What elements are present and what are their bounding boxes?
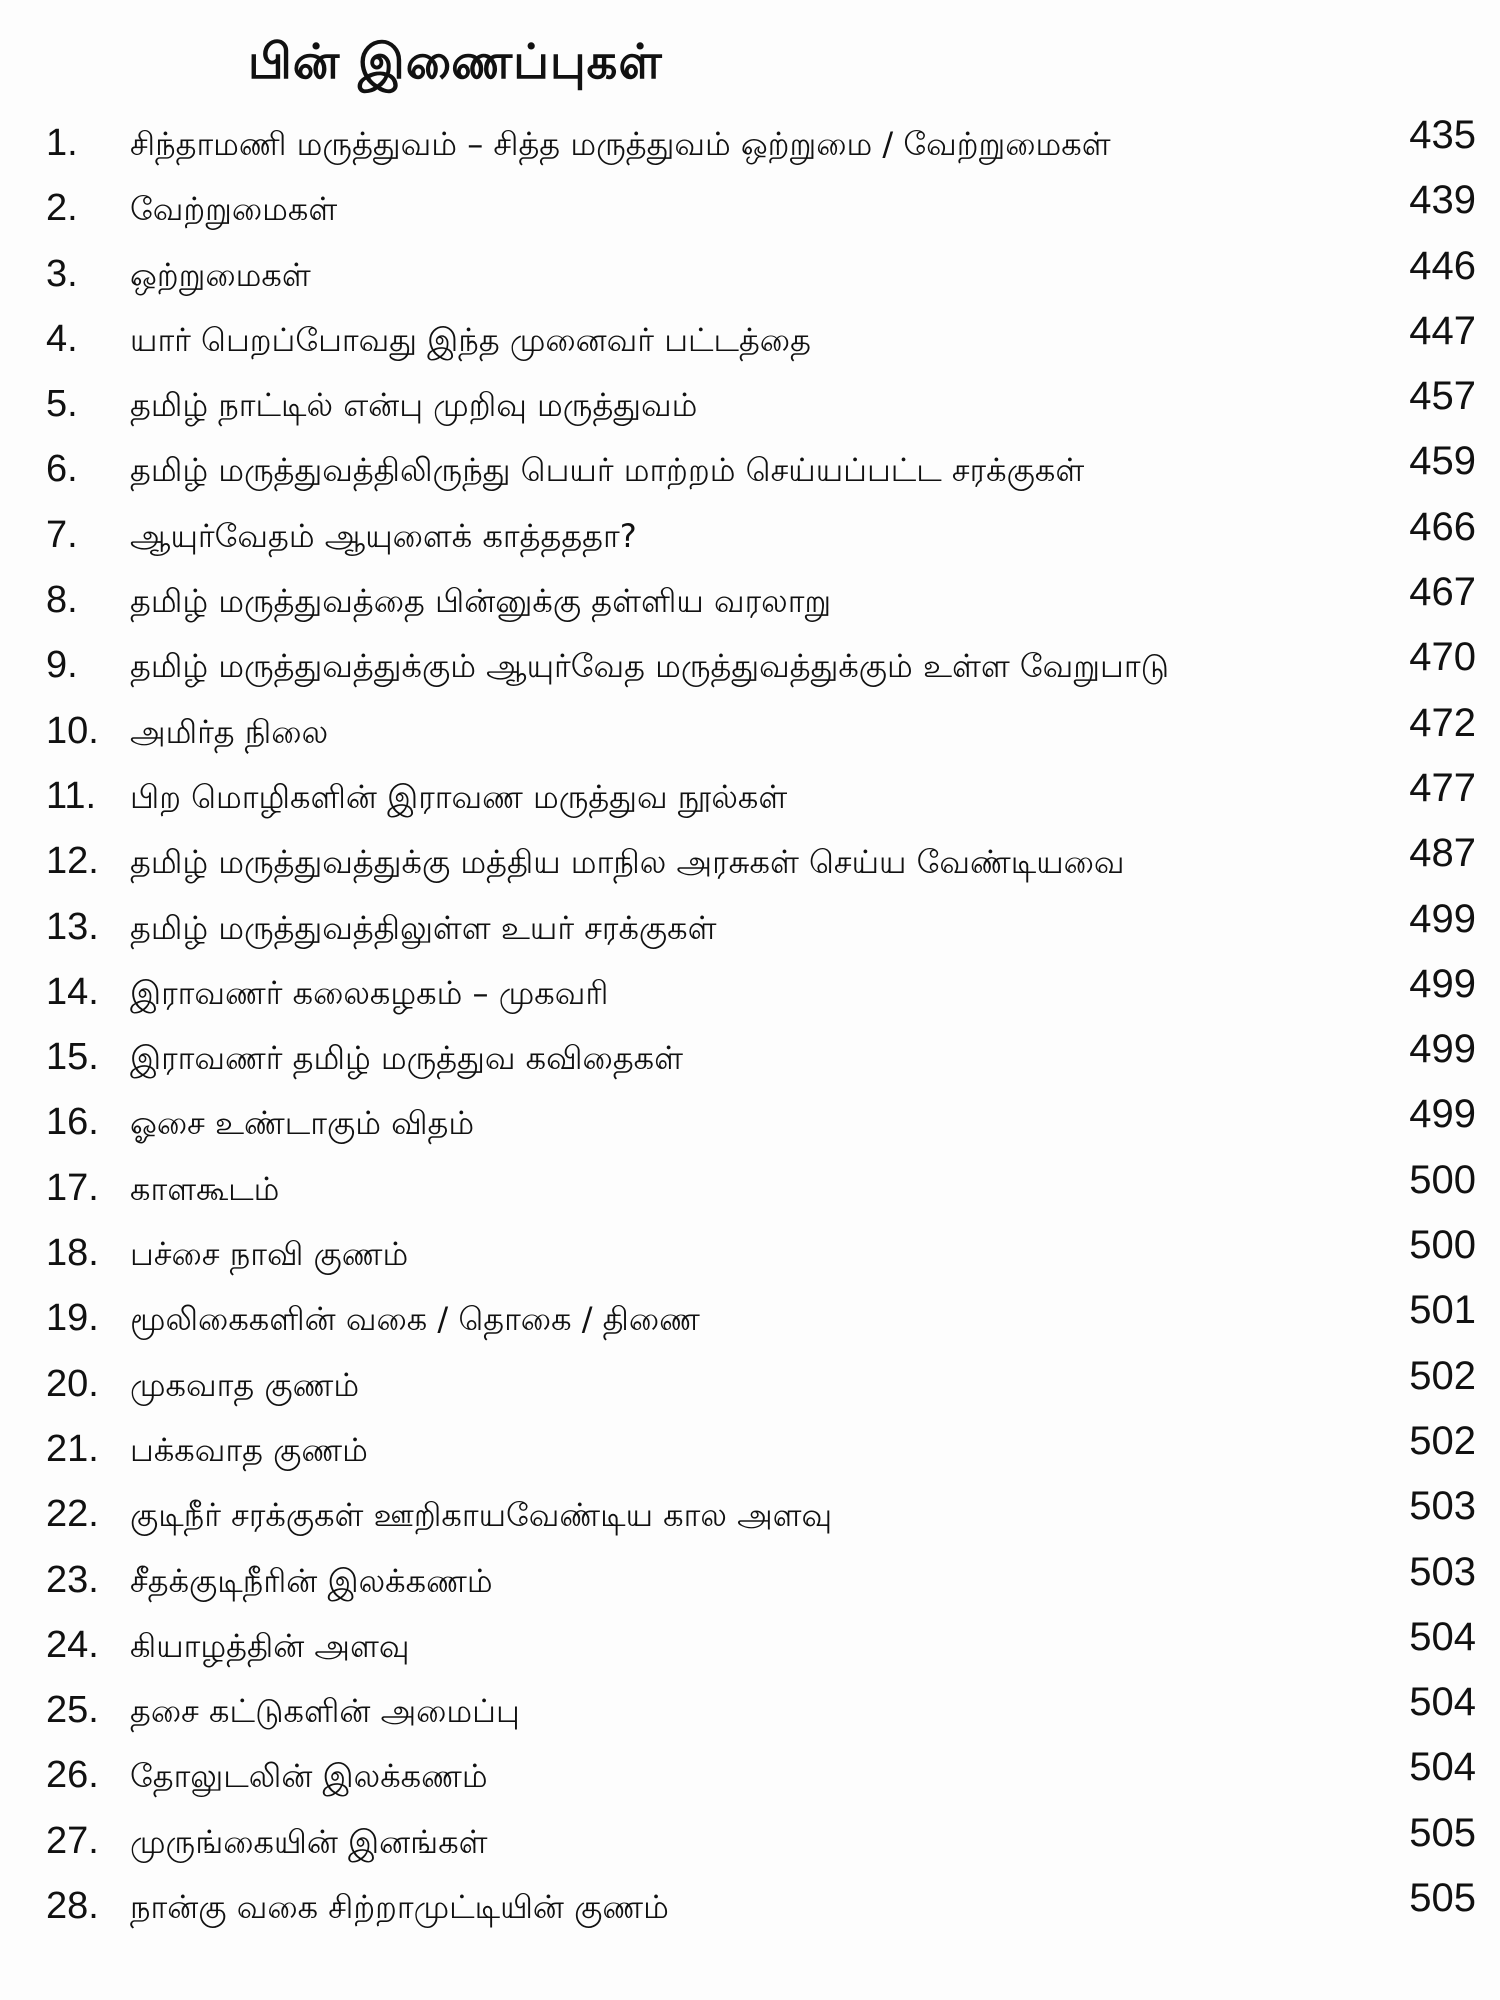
contents-entry — [46, 1026, 1476, 1091]
entry-title: இராவணர் தமிழ் மருத்துவ கவிதைகள் — [130, 1039, 684, 1078]
entry-number: 25. — [46, 1689, 99, 1732]
entry-page-number: 499 — [1409, 961, 1476, 1006]
entry-title: நான்கு வகை சிற்றாமுட்டியின் குணம் — [130, 1888, 669, 1927]
entry-page-number: 499 — [1409, 1092, 1476, 1137]
entry-title: அமிர்த நிலை — [130, 712, 329, 751]
entry-page-number: 477 — [1409, 765, 1476, 810]
contents-entry — [46, 1549, 1476, 1614]
entry-page-number: 500 — [1409, 1157, 1476, 1202]
entry-number: 15. — [46, 1036, 99, 1079]
entry-number: 6. — [46, 448, 78, 491]
entry-number: 11. — [46, 774, 97, 817]
entry-number: 4. — [46, 317, 78, 360]
entry-number: 8. — [46, 579, 78, 622]
entry-number: 1. — [46, 122, 78, 164]
entry-title: தமிழ் நாட்டில் என்பு முறிவு மருத்துவம் — [130, 386, 698, 425]
entry-number: 27. — [46, 1819, 99, 1862]
entry-title: குடிநீர் சரக்குகள் ஊறிகாயவேண்டிய கால அளவு — [130, 1496, 833, 1535]
entry-page-number: 487 — [1409, 831, 1476, 876]
entry-title: பச்சை நாவி குணம் — [130, 1235, 409, 1274]
entry-page-number: 466 — [1409, 504, 1476, 549]
entry-title: தமிழ் மருத்துவத்துக்கும் ஆயுர்வேத மருத்துவத்துக்கும் உள்ள வேறுபாடு — [130, 647, 1170, 686]
entry-number: 16. — [46, 1101, 99, 1144]
entry-page-number: 502 — [1409, 1418, 1476, 1463]
entry-page-number: 472 — [1409, 700, 1476, 745]
entry-number: 21. — [46, 1427, 99, 1470]
entry-number: 2. — [46, 187, 78, 230]
entry-number: 20. — [46, 1362, 99, 1405]
entry-title: தமிழ் மருத்துவத்திலிருந்து பெயர் மாற்றம் செய்யப்பட்ட சரக்குகள் — [130, 451, 1085, 490]
entry-title: வேற்றுமைகள் — [130, 190, 338, 229]
entry-page-number: 467 — [1409, 570, 1476, 615]
entry-title: முகவாத குணம் — [130, 1365, 360, 1404]
entry-page-number: 447 — [1409, 308, 1476, 353]
contents-entry — [46, 1157, 1476, 1222]
entry-page-number: 470 — [1409, 635, 1476, 680]
contents-entry — [46, 1679, 1476, 1744]
contents-entry — [46, 112, 1476, 177]
entry-number: 12. — [46, 840, 99, 883]
contents-entry — [46, 1810, 1476, 1875]
entry-number: 19. — [46, 1297, 99, 1340]
contents-entry — [46, 765, 1476, 830]
entry-title: தமிழ் மருத்துவத்துக்கு மத்திய மாநில அரசுகள் செய்ய வேண்டியவை — [130, 843, 1125, 882]
entry-number: 17. — [46, 1166, 99, 1209]
entry-page-number: 499 — [1409, 896, 1476, 941]
contents-entry — [46, 504, 1476, 569]
entry-title: கியாழத்தின் அளவு — [130, 1626, 410, 1665]
entry-number: 10. — [46, 709, 99, 752]
entry-number: 9. — [46, 644, 78, 687]
contents-entry — [46, 896, 1476, 961]
contents-entry — [46, 1614, 1476, 1679]
entry-page-number: 505 — [1409, 1876, 1476, 1921]
entry-page-number: 435 — [1409, 113, 1476, 157]
entry-title: ஒற்றுமைகள் — [130, 255, 311, 294]
entry-page-number: 457 — [1409, 374, 1476, 419]
entry-title: ஆயுர்வேதம் ஆயுளைக் காத்தததா? — [130, 516, 637, 555]
entry-title: இராவணர் கலைகழகம் – முகவரி — [130, 973, 609, 1012]
entry-title: ஓசை உண்டாகும் விதம் — [130, 1104, 475, 1143]
entry-number: 23. — [46, 1558, 99, 1601]
contents-entry — [46, 1875, 1476, 1940]
entry-page-number: 504 — [1409, 1680, 1476, 1725]
entry-title: சிந்தாமணி மருத்துவம் – சித்த மருத்துவம் ஒற்றுமை / வேற்றுமைகள் — [130, 125, 1111, 163]
entry-page-number: 503 — [1409, 1484, 1476, 1529]
entry-number: 22. — [46, 1493, 99, 1536]
contents-entry — [46, 961, 1476, 1026]
contents-entry — [46, 1287, 1476, 1352]
contents-entry — [46, 438, 1476, 503]
entry-page-number: 459 — [1409, 439, 1476, 484]
contents-entry — [46, 373, 1476, 438]
entry-title: பக்கவாத குணம் — [130, 1430, 368, 1469]
contents-entry — [46, 830, 1476, 895]
entry-page-number: 501 — [1409, 1288, 1476, 1333]
entry-page-number: 503 — [1409, 1549, 1476, 1594]
entry-title: தமிழ் மருத்துவத்திலுள்ள உயர் சரக்குகள் — [130, 908, 717, 947]
entry-page-number: 504 — [1409, 1745, 1476, 1790]
entry-number: 26. — [46, 1754, 99, 1797]
entry-number: 28. — [46, 1885, 99, 1928]
entry-number: 14. — [46, 970, 99, 1013]
entry-page-number: 505 — [1409, 1810, 1476, 1855]
entry-number: 13. — [46, 905, 99, 948]
entry-page-number: 499 — [1409, 1027, 1476, 1072]
page-title: பின் இணைப்புகள் — [248, 34, 663, 90]
contents-entry — [46, 1222, 1476, 1287]
entry-number: 5. — [46, 383, 78, 426]
entry-number: 7. — [46, 513, 78, 556]
contents-entry — [46, 1091, 1476, 1156]
entry-title: தோலுடலின் இலக்கணம் — [130, 1757, 488, 1796]
contents-list — [46, 112, 1476, 1940]
entry-page-number: 504 — [1409, 1614, 1476, 1659]
entry-number: 24. — [46, 1623, 99, 1666]
contents-entry — [46, 569, 1476, 634]
contents-entry — [46, 308, 1476, 373]
entry-page-number: 439 — [1409, 178, 1476, 223]
entry-title: பிற மொழிகளின் இராவண மருத்துவ நூல்கள் — [130, 777, 788, 816]
entry-title: தசை கட்டுகளின் அமைப்பு — [130, 1692, 520, 1731]
entry-title: காளகூடம் — [130, 1169, 280, 1208]
entry-page-number: 500 — [1409, 1223, 1476, 1268]
entry-page-number: 446 — [1409, 243, 1476, 288]
entry-title: தமிழ் மருத்துவத்தை பின்னுக்கு தள்ளிய வரலாறு — [130, 582, 832, 621]
contents-entry — [46, 243, 1476, 308]
contents-entry — [46, 1353, 1476, 1418]
entry-number: 3. — [46, 252, 78, 295]
contents-entry — [46, 1744, 1476, 1809]
entry-number: 18. — [46, 1232, 99, 1275]
entry-title: யார் பெறப்போவது இந்த முனைவர் பட்டத்தை — [130, 320, 811, 359]
entry-title: சீதக்குடிநீரின் இலக்கணம் — [130, 1561, 493, 1600]
entry-page-number: 502 — [1409, 1353, 1476, 1398]
entry-title: முருங்கையின் இனங்கள் — [130, 1822, 488, 1861]
contents-entry — [46, 700, 1476, 765]
entry-title: மூலிகைகளின் வகை / தொகை / திணை — [130, 1300, 700, 1339]
contents-entry — [46, 1418, 1476, 1483]
contents-entry — [46, 1483, 1476, 1548]
contents-entry — [46, 634, 1476, 699]
contents-entry — [46, 177, 1476, 242]
